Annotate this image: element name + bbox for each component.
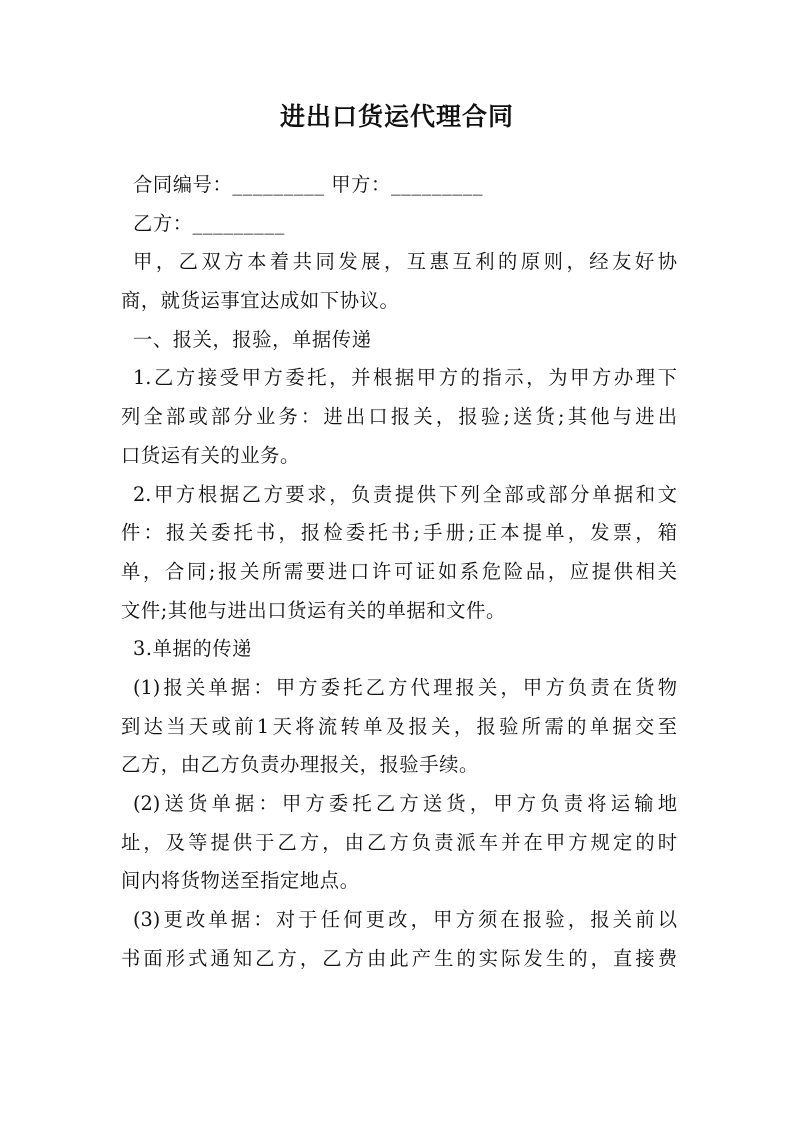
text-line: (1)报关单据：甲方委托乙方代理报关，甲方负责在货物 [133, 675, 677, 699]
text-line: 甲，乙双方本着共同发展，互惠互利的原则，经友好协 [133, 250, 677, 274]
party-b-line: 乙方：_________ [133, 211, 285, 235]
text-line: (2)送货单据：甲方委托乙方送货，甲方负责将运输地 [133, 792, 677, 815]
text-line: 乙方，由乙方负责办理报关，报验手续。 [121, 753, 479, 777]
text-line: 间内将货物送至指定地点。 [121, 869, 360, 893]
subsection-heading: 3.单据的传递 [133, 637, 253, 661]
text-line: 件：报关委托书，报检委托书;手册;正本提单，发票，箱 [121, 521, 677, 545]
text-line: 到达当天或前1天将流转单及报关，报验所需的单据交至 [121, 714, 677, 738]
contract-number-line: 合同编号：_________ 甲方：_________ [133, 173, 484, 196]
text-line: 商，就货运事宜达成如下协议。 [121, 289, 400, 313]
text-line: 书面形式通知乙方，乙方由此产生的实际发生的，直接费 [121, 946, 677, 970]
text-line: (3)更改单据：对于任何更改，甲方须在报验，报关前以 [133, 908, 677, 932]
text-line: 址，及等提供于乙方，由乙方负责派车并在甲方规定的时 [121, 830, 677, 854]
document-body [121, 166, 677, 978]
text-line: 文件;其他与进出口货运有关的单据和文件。 [121, 598, 506, 622]
text-line: 单，合同;报关所需要进口许可证如系危险品，应提供相关 [121, 559, 677, 583]
text-line: 1.乙方接受甲方委托，并根据甲方的指示，为甲方办理下 [133, 366, 677, 390]
text-line: 2.甲方根据乙方要求，负责提供下列全部或部分单据和文 [133, 482, 677, 506]
text-line: 口货运有关的业务。 [121, 443, 300, 467]
document-title: 进出口货运代理合同 [279, 102, 514, 131]
section-heading: 一、报关，报验，单据传递 [133, 327, 372, 351]
text-line: 列全部或部分业务：进出口报关，报验;送货;其他与进出 [121, 405, 677, 429]
